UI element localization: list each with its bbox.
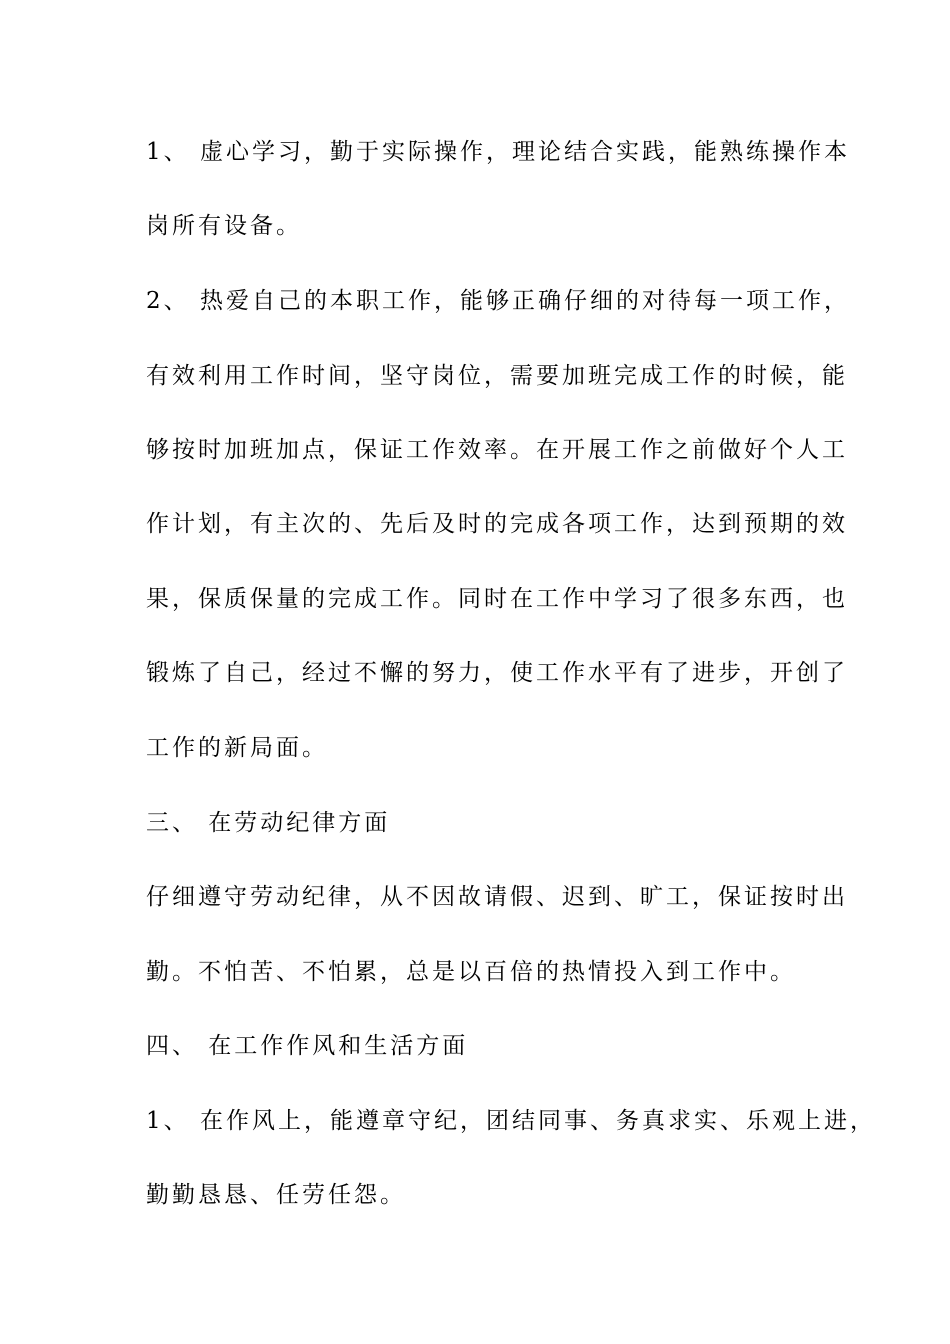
text-line-6: 作计划，有主次的、先后及时的完成各项工作，达到预期的效 — [146, 511, 848, 537]
section-heading-3: 三、 在劳动纪律方面 — [146, 810, 391, 836]
text-line-8: 锻炼了自己，经过不懈的努力，使工作水平有了进步，开创了 — [146, 660, 848, 686]
text-line-1: 1、 虚心学习，勤于实际操作，理论结合实践，能熟练操作本 — [146, 139, 850, 165]
text-line-5: 够按时加班加点，保证工作效率。在开展工作之前做好个人工 — [146, 437, 848, 463]
text-line-4: 有效利用工作时间，坚守岗位，需要加班完成工作的时候，能 — [146, 363, 848, 389]
section-heading-4: 四、 在工作作风和生活方面 — [146, 1033, 469, 1059]
text-line-9: 工作的新局面。 — [146, 735, 328, 761]
text-line-2: 岗所有设备。 — [146, 213, 302, 239]
text-line-7: 果，保质保量的完成工作。同时在工作中学习了很多东西，也 — [146, 586, 848, 612]
text-line-12: 勤。不怕苦、不怕累，总是以百倍的热情投入到工作中。 — [146, 959, 796, 985]
text-line-3: 2、 热爱自己的本职工作，能够正确仔细的对待每一项工作， — [146, 288, 850, 314]
text-line-14: 1、 在作风上，能遵章守纪，团结同事、务真求实、乐观上进， — [146, 1108, 876, 1134]
text-line-15: 勤勤恳恳、任劳任怨。 — [146, 1182, 406, 1208]
text-line-11: 仔细遵守劳动纪律，从不因故请假、迟到、旷工，保证按时出 — [146, 884, 848, 910]
